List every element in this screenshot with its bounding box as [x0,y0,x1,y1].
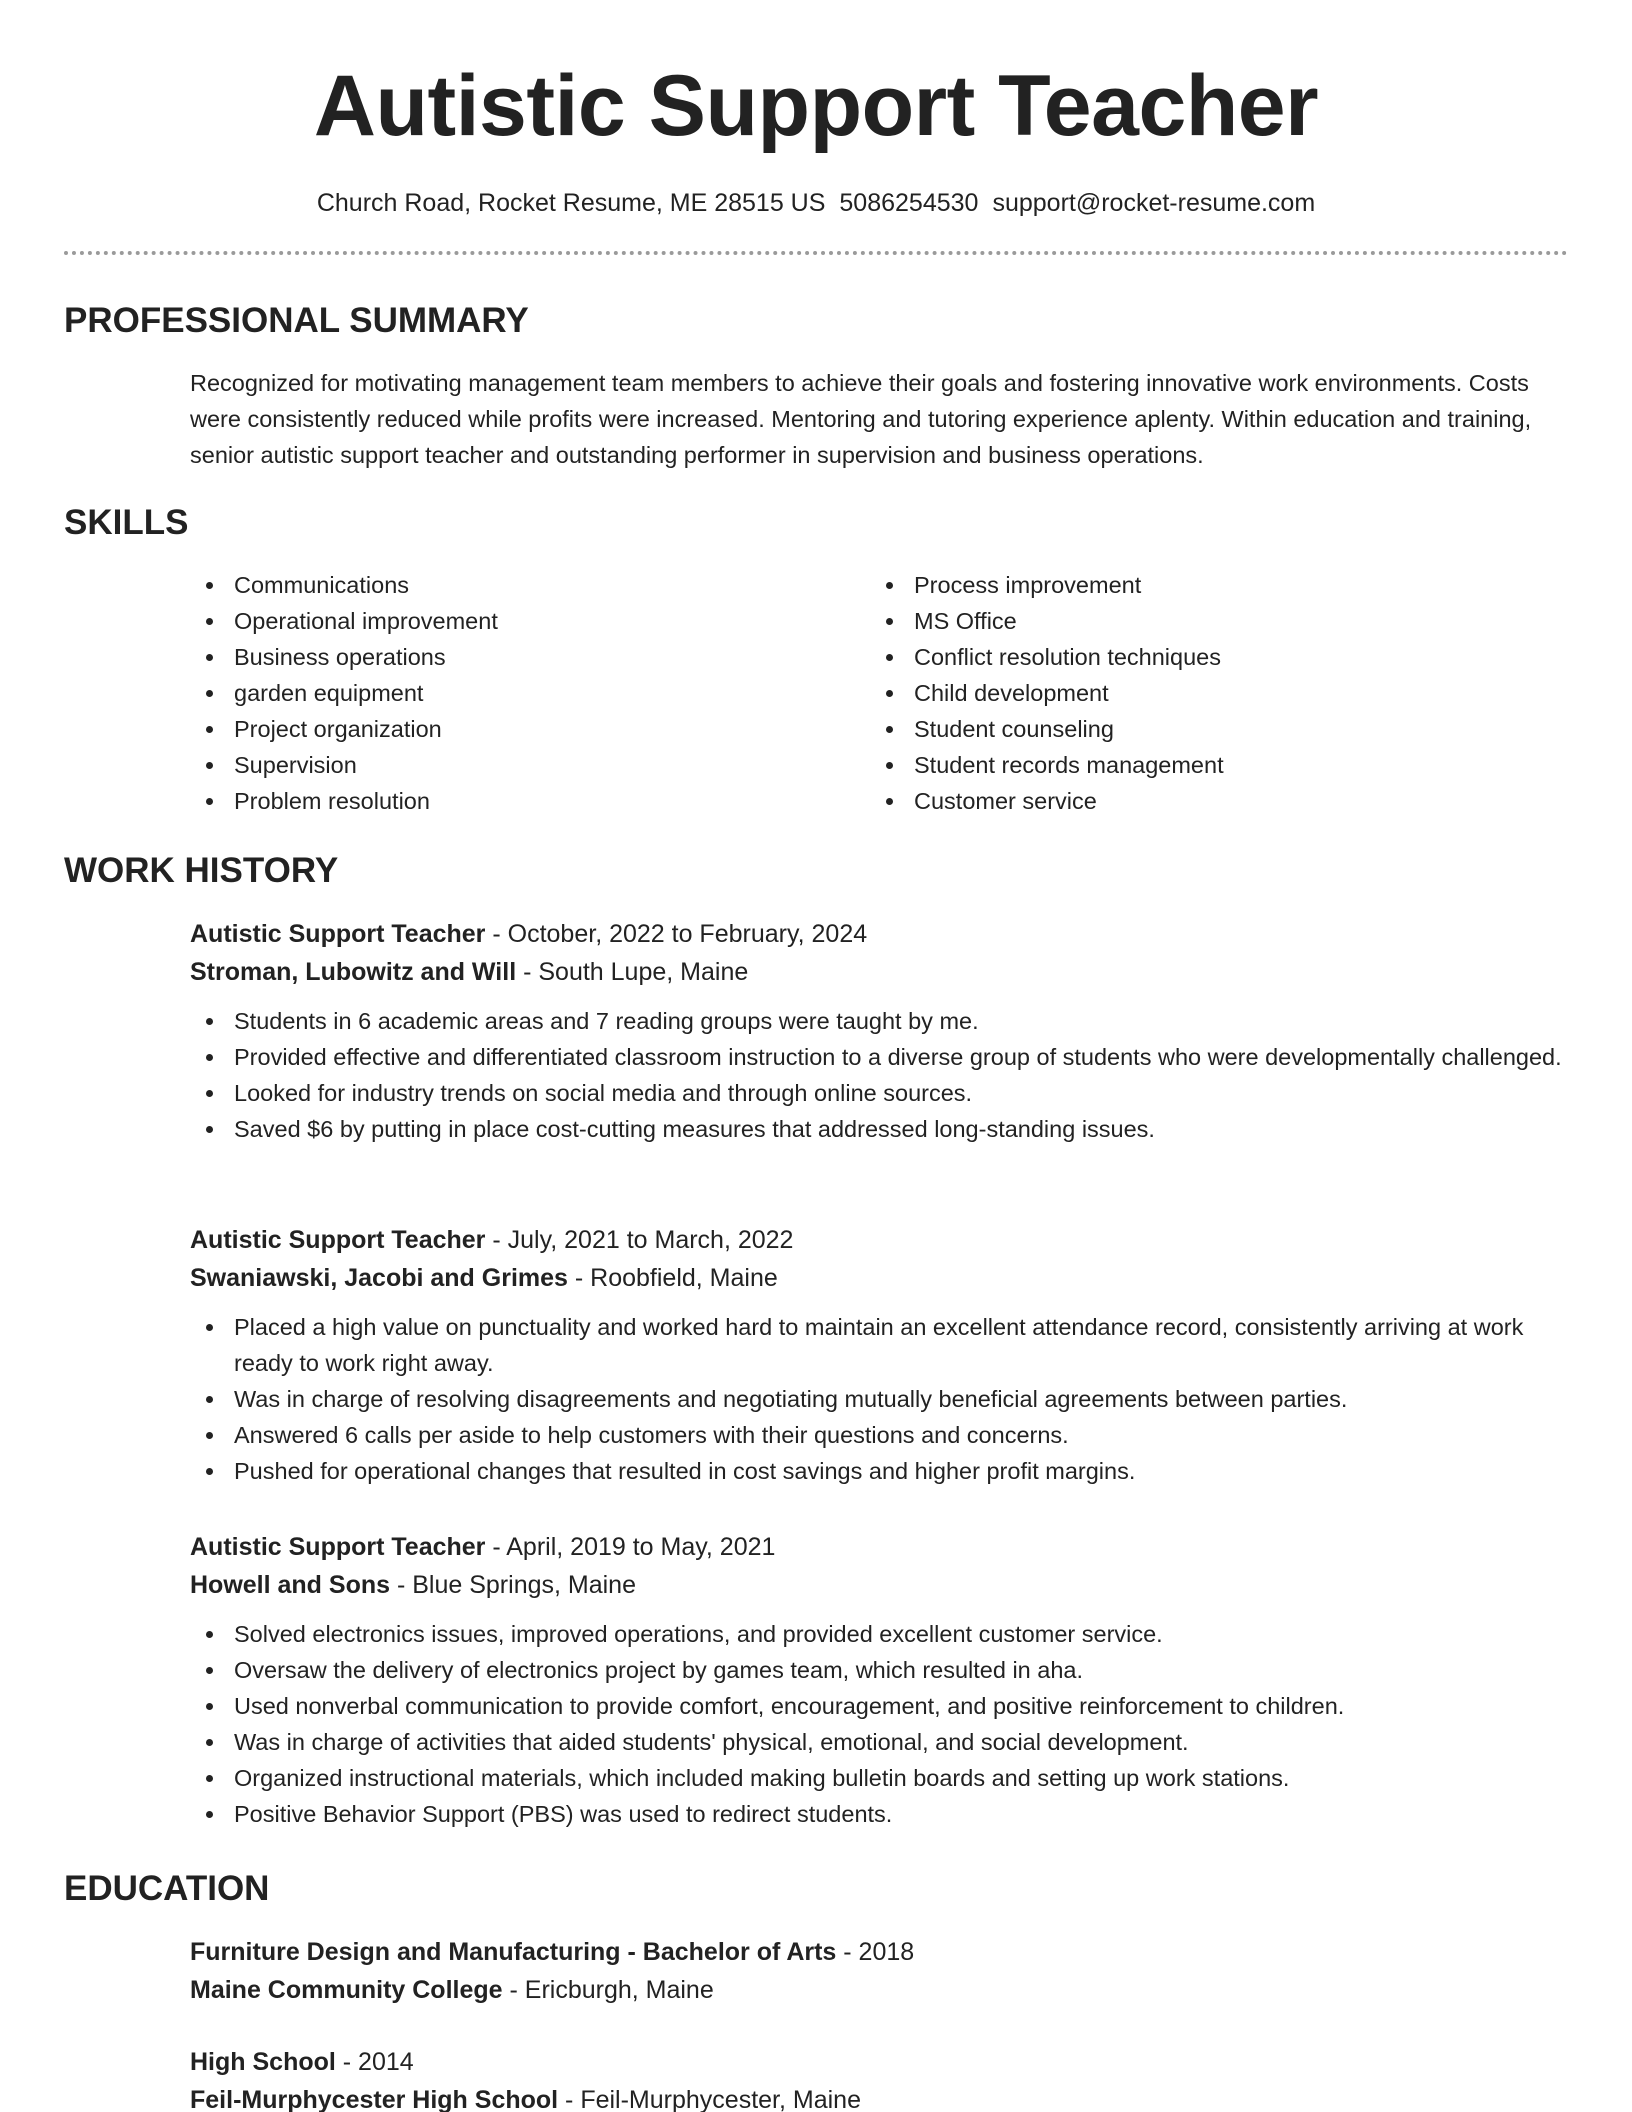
job-company: Swaniawski, Jacobi and Grimes [190,1264,568,1292]
job-bullet: Provided effective and differentiated classroom instruction to a diverse group of students who were developmentally challenged. [190,1039,1568,1075]
job-company-line [190,1566,1568,1604]
job-dates: - July, 2021 to March, 2022 [485,1226,794,1254]
job-role: Autistic Support Teacher [190,1533,486,1561]
job-bullet: Oversaw the delivery of electronics project by games team, which resulted in aha. [190,1652,1568,1688]
skill-item: Business operations [190,639,790,675]
skill-item: MS Office [870,603,1470,639]
job-title-line [190,1221,1568,1259]
education-school: Maine Community College [190,1976,503,2004]
skill-item: Customer service [870,783,1470,819]
job-entry [190,1528,1568,1832]
skill-item: garden equipment [190,675,790,711]
job-bullet: Students in 6 academic areas and 7 reading groups were taught by me. [190,1003,1568,1039]
job-bullet: Placed a high value on punctuality and worked hard to maintain an excellent attendance record, consistently arriving at work ready to work right away. [190,1309,1568,1381]
job-bullet: Used nonverbal communication to provide comfort, encouragement, and positive reinforcement to children. [190,1688,1568,1724]
job-bullets [190,1309,1568,1489]
skill-item: Supervision [190,747,790,783]
skill-item: Student records management [870,747,1470,783]
header-divider [64,251,1568,255]
education-degree-line [190,1933,1568,1971]
education-school: Feil-Murphycester High School [190,2086,559,2112]
contact-line [0,186,1632,220]
candidate-name: Autistic Support Teacher [313,58,1319,154]
skills-title: SKILLS [64,503,189,542]
education-school-line [190,1971,1568,2009]
skill-item: Conflict resolution techniques [870,639,1470,675]
job-company-line [190,953,1568,991]
summary-text: Recognized for motivating management team members to achieve their goals and fostering innovative work environments. Costs were consistently reduced while profits were increased. Mentoring and tutoring experience aplenty. Within education and training, senior autistic support teacher and outstanding performer in supervision and business operations. [190,370,1532,468]
job-bullets [190,1616,1568,1832]
job-dates: - April, 2019 to May, 2021 [485,1533,776,1561]
job-company-line [190,1259,1568,1297]
education-year: - 2014 [335,2048,414,2076]
contact-email: support@rocket-resume.com [992,189,1316,217]
education-location: - Feil-Murphycester, Maine [558,2086,861,2112]
skill-item: Student counseling [870,711,1470,747]
skill-item: Process improvement [870,567,1470,603]
job-company: Stroman, Lubowitz and Will [190,958,517,986]
skill-item: Problem resolution [190,783,790,819]
skill-item: Project organization [190,711,790,747]
skills-list-left [190,567,790,819]
job-bullet: Answered 6 calls per aside to help customers with their questions and concerns. [190,1417,1568,1453]
job-title-line [190,915,1568,953]
job-bullet: Positive Behavior Support (PBS) was used to redirect students. [190,1796,1568,1832]
skills-list-right [870,567,1470,819]
job-bullet: Was in charge of resolving disagreements and negotiating mutually beneficial agreements between parties. [190,1381,1568,1417]
job-bullet: Solved electronics issues, improved operations, and provided excellent customer service. [190,1616,1568,1652]
job-company: Howell and Sons [190,1571,391,1599]
education-entry [190,2043,1568,2112]
job-bullets [190,1003,1568,1147]
education-school-line [190,2081,1568,2112]
education-degree: High School [190,2048,336,2076]
job-bullet: Looked for industry trends on social media and through online sources. [190,1075,1568,1111]
work-history-title: WORK HISTORY [64,851,339,890]
job-location: - South Lupe, Maine [516,958,749,986]
summary-title: PROFESSIONAL SUMMARY [64,301,529,340]
education-title: EDUCATION [64,1869,270,1908]
skill-item: Child development [870,675,1470,711]
job-title-line [190,1528,1568,1566]
education-degree-line [190,2043,1568,2081]
resume-header [0,0,1632,220]
job-entry [190,1221,1568,1489]
job-bullet: Organized instructional materials, which included making bulletin boards and setting up work stations. [190,1760,1568,1796]
job-entry [190,915,1568,1147]
education-degree: Furniture Design and Manufacturing - Bachelor of Arts [190,1938,837,1966]
contact-address: Church Road, Rocket Resume, ME 28515 US [316,189,826,217]
job-dates: - October, 2022 to February, 2024 [485,920,868,948]
job-bullet: Was in charge of activities that aided students' physical, emotional, and social development. [190,1724,1568,1760]
education-year: - 2018 [836,1938,915,1966]
education-location: - Ericburgh, Maine [502,1976,714,2004]
contact-phone: 5086254530 [839,189,979,217]
job-bullet: Pushed for operational changes that resulted in cost savings and higher profit margins. [190,1453,1568,1489]
job-location: - Roobfield, Maine [567,1264,778,1292]
job-bullet: Saved $6 by putting in place cost-cutting measures that addressed long-standing issues. [190,1111,1568,1147]
job-role: Autistic Support Teacher [190,920,486,948]
job-location: - Blue Springs, Maine [390,1571,636,1599]
skill-item: Communications [190,567,790,603]
education-entry [190,1933,1568,2009]
skill-item: Operational improvement [190,603,790,639]
job-role: Autistic Support Teacher [190,1226,486,1254]
